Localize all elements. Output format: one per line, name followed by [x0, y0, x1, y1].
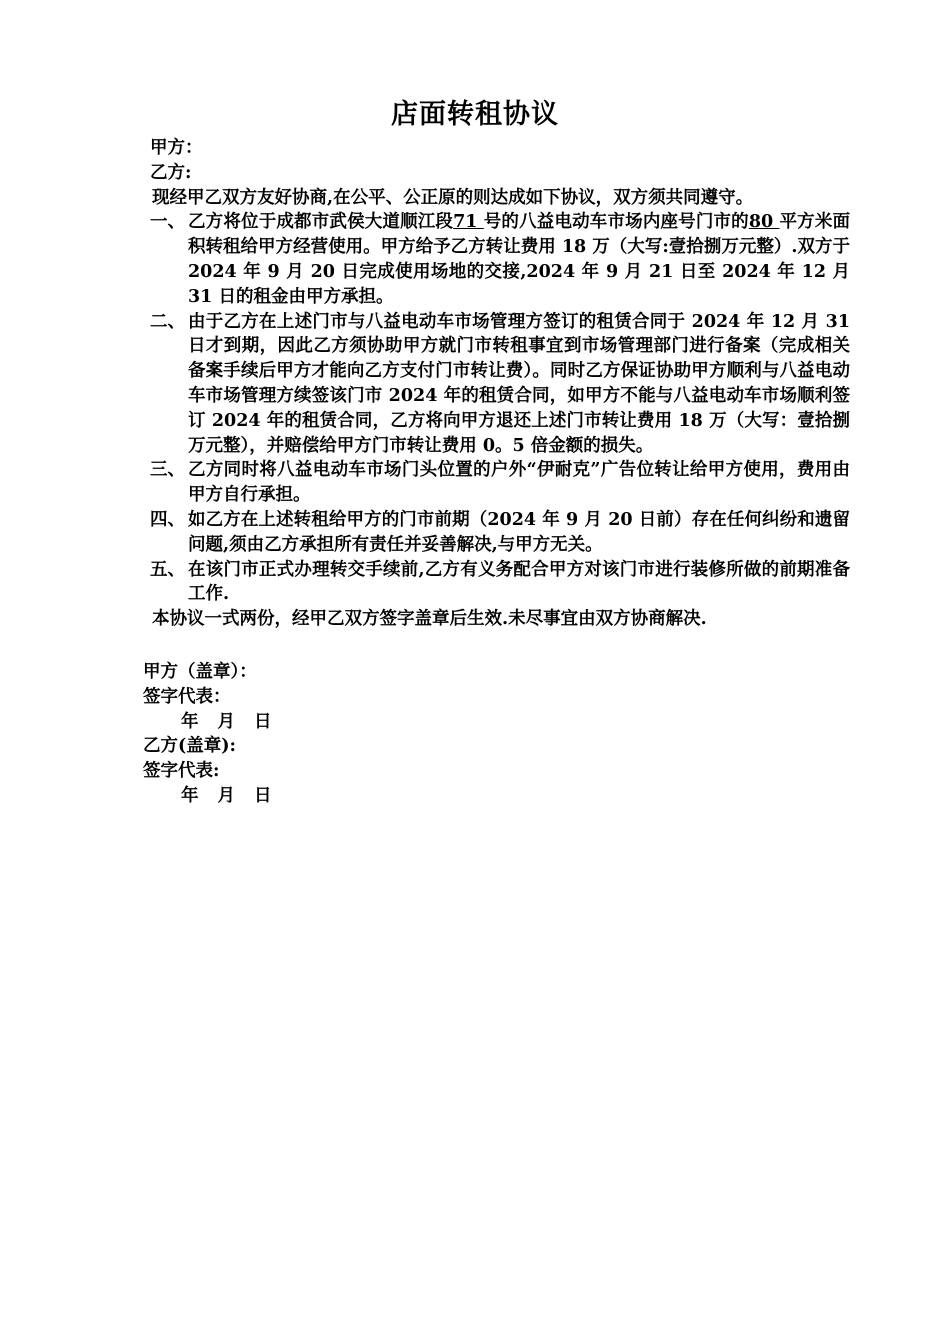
clause-4	[150, 508, 850, 558]
party-b-seal-label: 乙方(盖章):	[143, 736, 237, 757]
clause-number: 二、	[150, 311, 185, 332]
party-b-representative-label: 签字代表:	[143, 761, 220, 782]
clause-5	[150, 558, 850, 608]
party-b-label: 乙方:	[150, 162, 192, 183]
signature-block	[143, 660, 543, 809]
party-b-date: 年 月 日	[181, 785, 272, 806]
clause-2	[150, 310, 850, 459]
clause-number: 一、	[150, 212, 185, 233]
clause-text: 在该门市正式办理转交手续前,乙方有义务配合甲方对该门市进行装修所做的前期准备工作.	[188, 559, 850, 605]
clause-1	[150, 210, 850, 309]
clause-text: 由于乙方在上述门市与八益电动车市场管理方签订的租赁合同于 2024 年 12 月 31 日才到期，因此乙方须协助甲方就门市转租事宜到市场管理部门进行备案（完成相关备案手续后甲方才能向乙方支付门市转让费）。同时乙方保证协助甲方顺利与八益电动车市场管理方续签该门市 2024 年的租赁合同，如甲方不能与八益电动车市场顺利签订 2024 年的租赁合同，乙方将向甲方退还上述门市转让费用 18 万（大写：壹拾捌万元整），并赔偿给甲方门市转让费用 0。5 倍金额的损失。	[188, 311, 850, 456]
clause-number: 四、	[150, 509, 185, 530]
clause-number: 五、	[150, 559, 185, 580]
intro-paragraph: 现经甲乙双方友好协商,在公平、公正原的则达成如下协议，双方须共同遵守。	[152, 187, 754, 208]
clause-number: 三、	[150, 460, 185, 481]
document-title: 店面转租协议	[391, 99, 559, 130]
party-a-representative-label: 签字代表：	[143, 686, 231, 707]
closing-paragraph: 本协议一式两份，经甲乙双方签字盖章后生效.未尽事宜由双方协商解决.	[152, 609, 707, 630]
area-value: 80	[748, 212, 780, 233]
agreement-body	[150, 136, 850, 632]
party-a-label: 甲方：	[150, 138, 203, 158]
clause-text: 乙方将位于成都市武侯大道顺江段71 号的八益电动车市场内座号门市的80 平方米面积转租给甲方经营使用。甲方给予乙方转让费用 18 万（大写:壹拾捌万元整）.双方于 2024 年 9 月 20 日完成使用场地的交接,2024 年 9 月 21 日至 2024 年 12 月 31 日的租金由甲方承担。	[188, 212, 851, 307]
lot-number: 71	[453, 212, 484, 233]
clause-text: 如乙方在上述转租给甲方的门市前期（2024 年 9 月 20 日前）存在任何纠纷和遗留问题,须由乙方承担所有责任并妥善解决,与甲方无关。	[188, 509, 850, 555]
clause-text: 乙方同时将八益电动车市场门头位置的户外“伊耐克”广告位转让给甲方使用，费用由甲方自行承担。	[188, 460, 850, 506]
party-a-date: 年 月 日	[181, 711, 272, 732]
party-a-seal-label: 甲方（盖章）：	[143, 662, 257, 682]
clause-3	[150, 458, 850, 508]
